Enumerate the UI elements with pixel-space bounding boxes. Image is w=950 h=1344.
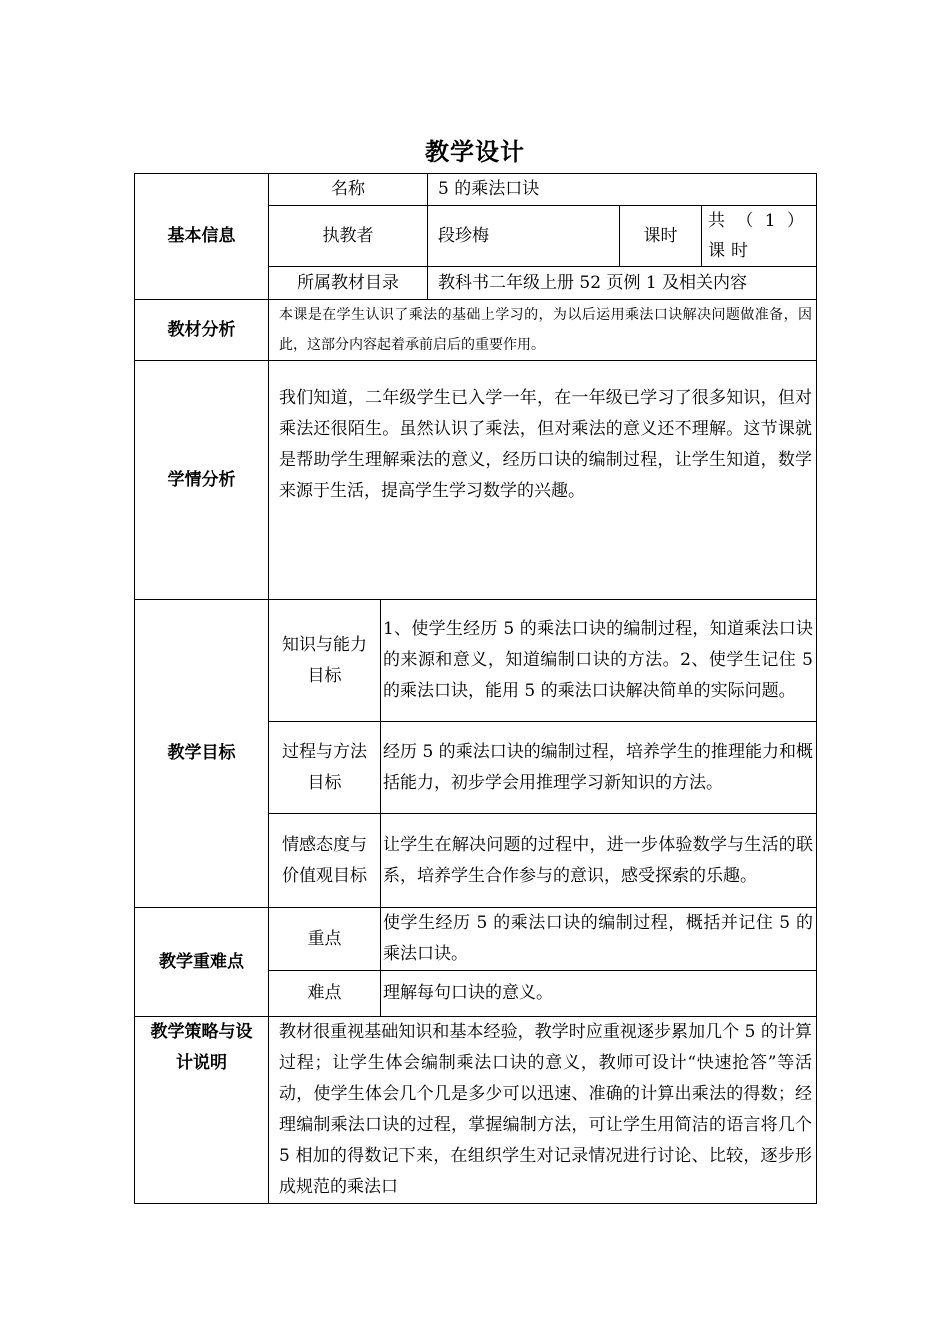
emotion-goal-text: 让学生在解决问题的过程中，进一步体验数学与生活的联系，培养学生合作参与的意识，感受探索的乐趣。 <box>381 814 817 908</box>
row-strategy <box>135 1017 817 1204</box>
student-analysis-header: 学情分析 <box>135 361 269 600</box>
row-key-point <box>135 908 817 971</box>
emotion-goal-label: 情感态度与价值观目标 <box>269 814 381 908</box>
difficult-point-text: 理解每句口诀的意义。 <box>381 971 817 1017</box>
name-label: 名称 <box>269 174 428 206</box>
material-analysis-text: 本课是在学生认识了乘法的基础上学习的，为以后运用乘法口诀解决问题做准备，因此，这部分内容起着承前启后的重要作用。 <box>269 300 817 361</box>
row-name <box>135 174 817 206</box>
difficult-point-label: 难点 <box>269 971 381 1017</box>
material-analysis-header: 教材分析 <box>135 300 269 361</box>
row-goal-knowledge <box>135 600 817 722</box>
key-difficult-header: 教学重难点 <box>135 908 269 1017</box>
period-label: 课时 <box>620 206 702 267</box>
catalog-label: 所属教材目录 <box>269 267 428 300</box>
teacher-value: 段珍梅 <box>428 206 620 267</box>
knowledge-goal-text: 1、使学生经历 5 的乘法口诀的编制过程，知道乘法口诀的来源和意义，知道编制口诀的方法。2、使学生记住 5 的乘法口诀，能用 5 的乘法口诀解决简单的实际问题。 <box>381 600 817 722</box>
key-point-text: 使学生经历 5 的乘法口诀的编制过程，概括并记住 5 的乘法口诀。 <box>381 908 817 971</box>
row-material <box>135 300 817 361</box>
row-students <box>135 361 817 600</box>
teaching-goals-header: 教学目标 <box>135 600 269 908</box>
teacher-label: 执教者 <box>269 206 428 267</box>
key-point-label: 重点 <box>269 908 381 971</box>
knowledge-goal-label: 知识与能力目标 <box>269 600 381 722</box>
student-analysis-text: 我们知道，二年级学生已入学一年，在一年级已学习了很多知识，但对乘法还很陌生。虽然认识了乘法，但对乘法的意义还不理解。这节课就是帮助学生理解乘法的意义，经历口诀的编制过程，让学生知道，数学来源于生活，提高学生学习数学的兴趣。 <box>269 361 817 600</box>
name-value: 5 的乘法口诀 <box>428 174 817 206</box>
period-value: 共（1）课时 <box>702 206 817 267</box>
catalog-value: 教科书二年级上册 52 页例 1 及相关内容 <box>428 267 817 300</box>
page-title: 教学设计 <box>425 138 525 166</box>
basic-info-header: 基本信息 <box>135 174 269 300</box>
strategy-header: 教学策略与设计说明 <box>135 1017 269 1204</box>
process-goal-label: 过程与方法目标 <box>269 722 381 814</box>
process-goal-text: 经历 5 的乘法口诀的编制过程，培养学生的推理能力和概括能力，初步学会用推理学习新知识的方法。 <box>381 722 817 814</box>
strategy-text: 教材很重视基础知识和基本经验，教学时应重视逐步累加几个 5 的计算过程；让学生体会编制乘法口诀的意义，教师可设计“快速抢答”等活动，使学生体会几个几是多少可以迅速、准确的计算出乘法的得数；经理编制乘法口诀的过程，掌握编制方法，可让学生用简洁的语言将几个 5 相加的得数记下来，在组织学生对记录情况进行讨论、比较，逐步形成规范的乘法口 <box>269 1017 817 1204</box>
lesson-design-table <box>134 173 817 1204</box>
